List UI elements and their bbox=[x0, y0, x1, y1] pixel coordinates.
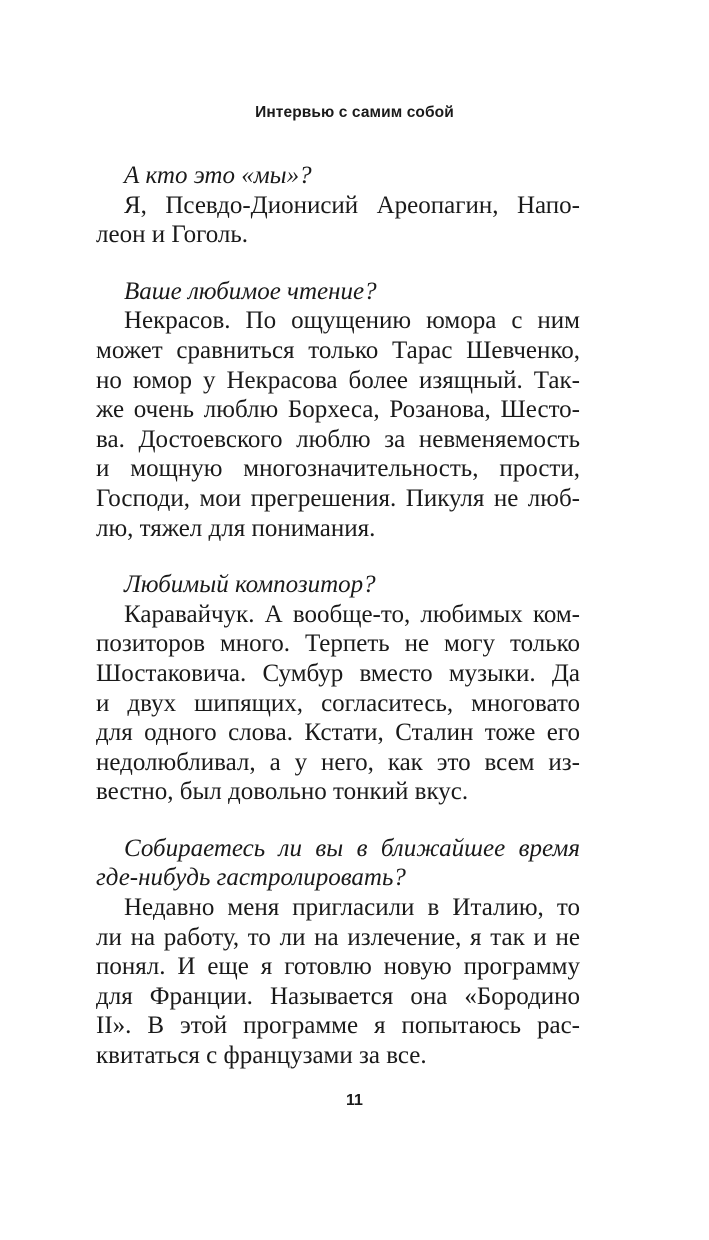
page-number: 11 bbox=[346, 1092, 363, 1109]
answer-line: недолюбливал, а у него, как это всем из- bbox=[96, 748, 580, 776]
answer-line: ли на работу, то ли на излечение, я так и не bbox=[96, 923, 580, 951]
answer-line: может сравниться только Тарас Шевченко, bbox=[96, 336, 580, 364]
answer-line: II». В этой программе я попытаюсь рас- bbox=[96, 1012, 580, 1040]
answer-line: для одного слова. Кстати, Сталин тоже его bbox=[96, 719, 580, 747]
answer-line: но юмор у Некрасова более изящный. Так- bbox=[96, 366, 580, 394]
answer-line: вестно, был довольно тонкий вкус. bbox=[96, 778, 469, 806]
answer-line: позиторов много. Терпеть не могу только bbox=[96, 630, 580, 658]
running-head: Интервью с самим собой bbox=[255, 104, 454, 121]
question-line: где-нибудь гастролировать? bbox=[96, 864, 406, 892]
question-line: Любимый композитор? bbox=[124, 571, 376, 599]
answer-line: Каравайчук. А вообще-то, любимых ком- bbox=[124, 600, 580, 628]
answer-line: ва. Достоевского люблю за невменяемость bbox=[96, 425, 580, 453]
answer-line: понял. И еще я готовлю новую программу bbox=[96, 953, 580, 981]
answer-line: лю, тяжел для понимания. bbox=[96, 514, 376, 542]
answer-line: Господи, мои прегрешения. Пикуля не люб- bbox=[96, 484, 580, 512]
question-line: Собираетесь ли вы в ближайшее время bbox=[124, 834, 580, 862]
question-line: Ваше любимое чтение? bbox=[124, 277, 377, 305]
body-text bbox=[96, 161, 580, 1071]
answer-line: Шостаковича. Сумбур вместо музыки. Да bbox=[96, 659, 580, 687]
answer-line: Недавно меня пригласили в Италию, то bbox=[124, 894, 580, 922]
question-line: А кто это «мы»? bbox=[124, 162, 312, 189]
answer-line: квитаться с французами за все. bbox=[96, 1042, 427, 1070]
answer-line: леон и Гоголь. bbox=[96, 221, 249, 249]
answer-line: же очень люблю Борхеса, Розанова, Шесто- bbox=[96, 396, 580, 424]
answer-line: Некрасов. По ощущению юмора с ним bbox=[124, 307, 580, 335]
answer-line: и мощную многозначительность, прости, bbox=[96, 455, 580, 483]
answer-line: и двух шипящих, согласитесь, многовато bbox=[96, 689, 580, 717]
answer-line: для Франции. Называется она «Бородино bbox=[96, 982, 580, 1010]
answer-line: Я, Псевдо-Дионисий Ареопагин, Напо- bbox=[124, 191, 580, 219]
